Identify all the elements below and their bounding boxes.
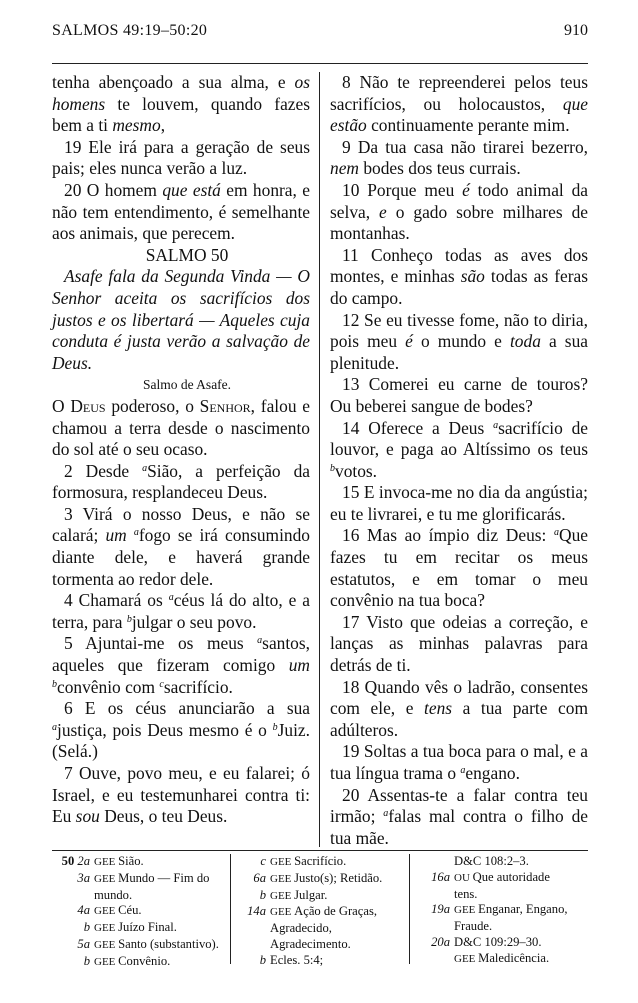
- footnote-key: 16a: [431, 869, 450, 884]
- footnote-key: b: [259, 887, 266, 902]
- verse-50-20: 20 Assentas-te a falar contra teu irmão; $^a$falas mal contra o filho de tua mãe.: [330, 784, 588, 848]
- footnote-text: GEE Enganar, Engano,: [454, 902, 568, 917]
- verse-49-18-cont: tenha abençoado a sua alma, e os homens te louvem, quando fazes bem a ti mesmo,: [52, 72, 310, 136]
- footnote-text: Fraude.: [454, 919, 493, 934]
- footnote-entry: [416, 870, 588, 887]
- page-number: 910: [564, 22, 588, 39]
- verse-50-10: 10 Porque meu é todo animal da selva, e o gado sobre milhares de montanhas.: [330, 179, 589, 244]
- footnote-key: b: [83, 920, 90, 935]
- footnote-divider-1: [230, 854, 231, 964]
- footnote-entry: [52, 954, 228, 971]
- footnote-key: c: [260, 854, 266, 868]
- footnote-text: mundo.: [94, 887, 133, 902]
- psalm-byline: Salmo de Asafe.: [142, 377, 232, 393]
- footnote-entry: [416, 935, 588, 951]
- verse-50-13: 13 Comerei eu carne de touros? Ou beberei sangue de bodes?: [330, 374, 588, 416]
- verse-50-11: 11 Conheço todas as aves dos montes, e minhas são todas as feras do campo.: [330, 244, 588, 308]
- footnote-entry: [236, 921, 408, 937]
- verse-50-2: 2 Desde $^a$Sião, a perfeição da formosura, resplandeceu Deus.: [52, 460, 310, 503]
- footnote-key: 4a: [77, 903, 90, 918]
- right-column: [330, 72, 588, 849]
- footnote-column-1: [52, 854, 228, 971]
- footnote-key: 20a: [431, 934, 450, 949]
- footnote-key: [52, 888, 94, 904]
- footnote-key: 3a: [77, 870, 90, 885]
- footnote-text: tens.: [454, 886, 478, 901]
- verse-50-5: 5 Ajuntai-me os meus $^a$santos, aqueles que fizeram comigo um $^b$convênio com $^c$sacrifício.: [52, 633, 310, 697]
- footnote-entry: [416, 951, 588, 968]
- footnote-entry: [236, 854, 408, 871]
- verse-50-7: 7 Ouve, povo meu, e eu falarei; ó Israel, e eu testemunharei contra ti: Eu sou Deus, o teu Deus.: [52, 763, 310, 827]
- verse-50-1: O Deus poderoso, o Senhor, falou e chamou a terra desde o nascimento do sol até o seu ocaso.: [52, 395, 310, 460]
- verse-50-18: 18 Quando vês o ladrão, consentes com ele, e tens a tua parte com adúlteros.: [330, 676, 588, 740]
- footnote-key: [416, 951, 454, 968]
- verse-50-6: 6 E os céus anunciarão a sua $^a$justiça, pois Deus mesmo é o $^b$Juiz. (Selá.): [52, 698, 310, 762]
- verse-50-8: 8 Não te repreenderei pelos teus sacrifícios, ou holocaustos, que estão continuamente perante mim.: [330, 72, 588, 136]
- verse-49-20: 20 O homem que está em honra, e não tem entendimento, é semelhante aos animais, que perecem.: [52, 179, 311, 244]
- footnote-key: b: [83, 953, 90, 968]
- psalm-title: SALMO 50: [145, 244, 229, 265]
- footnote-text: GEE Juízo Final.: [94, 920, 177, 935]
- footnote-entry: [52, 871, 228, 888]
- footnote-text: OU Que autoridade: [454, 869, 550, 884]
- footnote-key: 19a: [431, 902, 450, 917]
- verse-50-14: 14 Oferece a Deus $^a$sacrifício de louvor, e paga ao Altíssimo os teus $^b$votos.: [330, 417, 588, 481]
- verse-50-12: 12 Se eu tivesse fome, não to diria, pois meu é o mundo e toda a sua plenitude.: [330, 309, 588, 373]
- footnote-key: [416, 919, 454, 935]
- footnote-text: GEE Mundo — Fim do: [94, 870, 210, 885]
- footnote-text: D&C 109:29–30.: [454, 934, 542, 949]
- footnote-entry: [236, 953, 408, 969]
- footnote-text: GEE Céu.: [94, 903, 142, 918]
- verse-49-19: 19 Ele irá para a geração de seus pais; eles nunca verão a luz.: [52, 136, 310, 179]
- footnote-text: GEE Sião.: [94, 854, 144, 868]
- footnote-key: [236, 937, 270, 953]
- footnote-key: 6a: [253, 870, 266, 885]
- footnote-entry: [416, 854, 588, 870]
- footnote-key: 50 2a: [61, 854, 90, 868]
- footnote-text: GEE Maledicência.: [454, 950, 550, 965]
- footnote-text: Agradecido,: [270, 921, 332, 936]
- header-rule: [52, 63, 588, 64]
- verse-50-4: 4 Chamará os $^a$céus lá do alto, e a terra, para $^b$julgar o seu povo.: [52, 590, 310, 632]
- footnote-entry: [52, 888, 228, 904]
- footnote-key: 14a: [247, 904, 266, 919]
- footnote-text: GEE Ação de Graças,: [270, 904, 378, 919]
- footnote-entry: [416, 919, 588, 935]
- footnote-entry: [52, 920, 228, 937]
- footnote-text: GEE Sacrifício.: [270, 854, 347, 868]
- footnote-entry: [416, 887, 588, 903]
- footnote-entry: [236, 904, 408, 921]
- footnote-rule: [52, 850, 588, 851]
- footnote-column-3: [416, 854, 588, 968]
- footnote-text: GEE Julgar.: [270, 887, 328, 902]
- footnote-entry: [236, 871, 408, 888]
- running-header: [52, 22, 588, 46]
- book-reference: SALMOS 49:19–50:20: [52, 22, 208, 39]
- footnote-key: b: [259, 952, 266, 967]
- footnote-key: [416, 854, 454, 870]
- footnote-entry: [52, 937, 228, 954]
- verse-50-3: 3 Virá o nosso Deus, e não se calará; um $^a$fogo se irá consumindo diante dele, e haverá grande tormenta ao redor dele.: [52, 503, 310, 589]
- footnote-text: Agradecimento.: [270, 936, 351, 951]
- footnote-text: Ecles. 5:4;: [270, 952, 324, 967]
- footnote-entry: [236, 937, 408, 953]
- footnote-text: GEE Convênio.: [94, 953, 171, 968]
- column-divider: [319, 72, 320, 847]
- footnote-divider-2: [409, 854, 410, 964]
- footnote-entry: [416, 902, 588, 919]
- footnote-key: [416, 887, 454, 903]
- verse-50-16: 16 Mas ao ímpio diz Deus: $^a$Que fazes tu em recitar os meus estatutos, e em tomar o meu convênio na tua boca?: [330, 525, 588, 611]
- footnote-text: D&C 108:2–3.: [454, 854, 529, 868]
- verse-50-17: 17 Visto que odeias a correção, e lanças as minhas palavras para detrás de ti.: [330, 611, 588, 676]
- footnote-entry: [52, 854, 228, 871]
- footnote-text: GEE Santo (substantivo).: [94, 936, 219, 951]
- footnote-column-2: [236, 854, 408, 969]
- footnote-key: [236, 921, 270, 937]
- verse-50-15: 15 E invoca-me no dia da angústia; eu te livrarei, e tu me glorificarás.: [330, 482, 588, 524]
- chapter-summary: Asafe fala da Segunda Vinda — O Senhor aceita os sacrifícios dos justos e os libertará — Aqueles cuja conduta é justa verão a salvação de Deus.: [52, 266, 310, 373]
- footnote-entry: [236, 888, 408, 905]
- footnote-key: 5a: [77, 936, 90, 951]
- footnote-entry: [52, 903, 228, 920]
- footnote-text: GEE Justo(s); Retidão.: [270, 870, 383, 885]
- left-column: [52, 72, 310, 828]
- verse-50-9: 9 Da tua casa não tirarei bezerro, nem bodes dos teus currais.: [330, 136, 588, 179]
- verse-50-19: 19 Soltas a tua boca para o mal, e a tua língua trama o $^a$engano.: [330, 741, 588, 783]
